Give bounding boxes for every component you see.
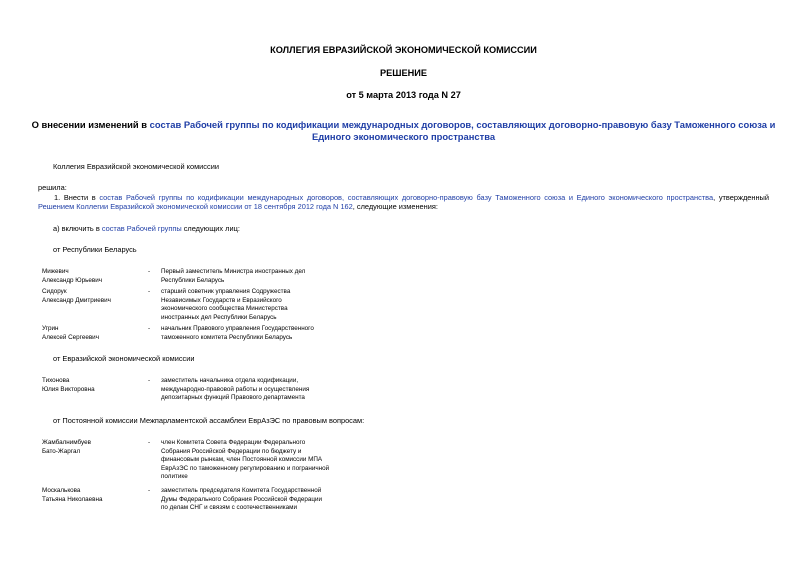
member-position [161,268,305,285]
position-line: Первый заместитель Министра иностранных дел [161,268,306,275]
member-name [42,325,99,342]
member-surname: Тихонова [42,377,70,384]
position-line: политике [161,473,188,481]
position-line: Республики Беларусь [161,276,225,284]
position-line: Думы Федерального Собрания Российской Федерации [161,495,323,503]
group-heading-assembly: от Постоянной комиссии Межпарламентской ассамблеи ЕврАзЭС по правовым вопросам: [53,416,365,425]
member-given-name: Александр Юрьевич [42,276,103,284]
position-line: ЕврАзЭС по таможенному регулированию и пограничной [161,464,330,472]
position-line: финансовым рынкам, член Постоянной комиссии МПА [161,456,323,464]
member-position [161,377,309,403]
title-link[interactable]: состав Рабочей группы по кодификации международных договоров, составляющих договорно-правовую базу Таможенного союза и Единого экономического пространства [149,119,776,142]
item-a-prefix: а) включить в [53,224,102,233]
position-line: Собрания Российской Федерации по бюджету и [161,447,302,455]
position-line: иностранных дел Республики Беларусь [161,313,277,321]
title-prefix: О внесении изменений в [31,119,150,130]
member-surname: Мижевич [42,268,69,275]
group-heading-eec: от Евразийской экономической комиссии [53,354,195,363]
position-line: таможенного комитета Республики Беларусь [161,333,293,341]
member-given-name: Александр Дмитриевич [42,296,111,304]
position-line: экономического сообщества Министерства [161,305,288,313]
paragraph-1 [38,193,769,211]
group-heading-belarus: от Республики Беларусь [53,245,137,254]
document-date: от 5 марта 2013 года N 27 [346,90,461,100]
position-line: по делам СНГ и связям с соотечественниками [161,504,298,512]
organization-title: КОЛЛЕГИЯ ЕВРАЗИЙСКОЙ ЭКОНОМИЧЕСКОЙ КОМИССИИ [270,45,537,55]
resolved-text: решила: [38,183,67,192]
member-name [42,439,91,456]
member-surname: Сидорук [42,288,67,295]
member-surname: Жамбалнимбуев [42,439,91,446]
p1-link-working-group[interactable]: состав Рабочей группы по кодификации международных договоров, составляющих договорно-правовую базу Таможенного союза и Единого экономического пространства [99,193,714,202]
position-line: заместитель председателя Комитета Государственной [161,487,322,494]
position-line: член Комитета Совета Федерации Федерального [161,439,306,446]
p1-text-c: , следующие изменения: [352,202,438,211]
position-line: международно-правовой работы и осуществления [161,385,310,393]
member-position [161,439,329,482]
intro-text: Коллегия Евразийской экономической комиссии [53,162,219,171]
member-given-name: Татьяна Николаевна [42,495,103,503]
member-dash: - [148,268,151,275]
member-position [161,325,314,342]
position-line: Независимых Государств и Евразийского [161,296,282,304]
document-type: РЕШЕНИЕ [380,68,427,78]
member-dash: - [148,377,151,384]
p1-text-a: 1. Внести в [54,193,100,202]
member-name [42,288,111,305]
member-surname: Москалькова [42,487,81,494]
p1-link-decision-a: Решением [38,202,75,211]
member-name [42,487,103,504]
member-name [42,268,102,285]
member-dash: - [148,439,151,446]
position-line: заместитель начальника отдела кодификации, [161,377,299,384]
p1-link-decision-b: Коллегии Евразийской экономической комиссии от 18 сентября 2012 года N 162 [76,202,353,211]
position-line: начальник Правового управления Государственного [161,325,314,332]
member-surname: Угрин [42,325,59,332]
item-a-link[interactable]: состав Рабочей группы [101,224,182,233]
member-position [161,288,290,322]
member-dash: - [148,325,151,332]
item-a-suffix: следующих лиц: [181,224,240,233]
member-name [42,377,95,394]
member-dash: - [148,487,151,494]
member-given-name: Бато-Жаргал [42,447,81,455]
member-given-name: Юлия Викторовна [42,385,95,393]
member-dash: - [148,288,151,295]
position-line: старший советник управления Содружества [161,288,291,295]
member-given-name: Алексей Сергеевич [42,333,99,341]
p1-link-decision[interactable] [38,202,353,211]
item-a [53,224,240,233]
p1-text-b: , утвержденный [713,193,769,202]
member-position [161,487,322,513]
position-line: депозитарных функций Правового департамента [161,394,305,402]
document-title [20,119,787,143]
